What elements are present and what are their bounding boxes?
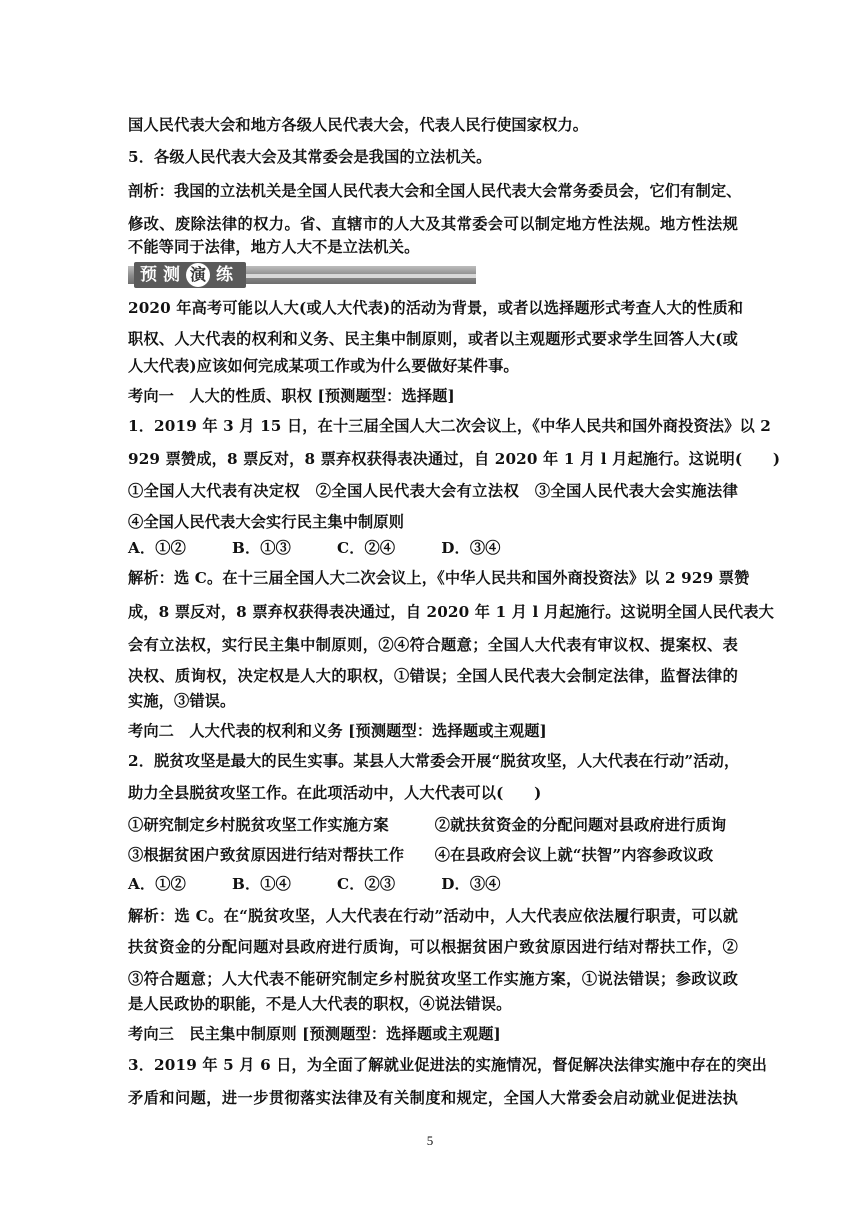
text-line: 助力全县脱贫攻坚工作。在此项活动中，人大代表可以( )	[128, 784, 542, 802]
text-line: 不能等同于法律，地方人大不是立法机关。	[128, 238, 420, 256]
text-line: 扶贫资金的分配问题对县政府进行质询，可以根据贫困户致贫原因进行结对帮扶工作，②	[128, 938, 738, 956]
text-line: 决权、质询权，决定权是人大的职权，①错误；全国人民代表大会制定法律，监督法律的	[128, 667, 738, 685]
text-line: 3．2019 年 5 月 6 日，为全面了解就业促进法的实施情况，督促解决法律实施中存在的突出	[128, 1056, 768, 1074]
banner-char: 练	[216, 265, 233, 285]
page-number: 5	[426, 1133, 434, 1148]
banner-char: 测	[163, 265, 180, 285]
text-line: 解析：选 C。在“脱贫攻坚，人大代表在行动”活动中，人大代表应依法履行职责，可以就	[128, 907, 738, 925]
text-line: 成，8 票反对，8 票弃权获得表决通过，自 2020 年 1 月 l 月起施行。这说明全国人民代表大	[128, 603, 774, 621]
text-line: 929 票赞成，8 票反对，8 票弃权获得表决通过，自 2020 年 1 月 l 月起施行。这说明( )	[128, 450, 781, 468]
text-line: 矛盾和问题，进一步贯彻落实法律及有关制度和规定，全国人大常委会启动就业促进法执	[128, 1089, 738, 1107]
heading-line: 考向三 民主集中制原则 [预测题型：选择题或主观题]	[128, 1025, 501, 1043]
text-line: ①全国人大代表有决定权 ②全国人民代表大会有立法权 ③全国人民代表大会实施法律	[128, 482, 738, 500]
text-line: ③根据贫困户致贫原因进行结对帮扶工作 ④在县政府会议上就“扶智”内容参政议政	[128, 846, 714, 864]
text-line: ④全国人民代表大会实行民主集中制原则	[128, 513, 405, 531]
options-line: A．①② B．①③ C．②④ D．③④	[128, 539, 501, 557]
options-line: A．①② B．①④ C．②③ D．③④	[128, 875, 501, 893]
banner-circle	[186, 263, 210, 287]
text-line: 会有立法权，实行民主集中制原则，②④符合题意；全国人大代表有审议权、提案权、表	[128, 636, 738, 654]
text-line: 1．2019 年 3 月 15 日，在十三届全国人大二次会议上，《中华人民共和国外商投资法》以 2	[128, 417, 771, 435]
banner-char: 演	[189, 265, 206, 284]
text-line: ③符合题意；人大代表不能研究制定乡村脱贫攻坚工作实施方案，①说法错误；参政议政	[128, 970, 738, 988]
banner-char: 预	[140, 265, 157, 285]
text-line: 是人民政协的职能，不是人大代表的职权，④说法错误。	[128, 995, 512, 1013]
heading-line: 考向一 人大的性质、职权 [预测题型：选择题]	[128, 387, 455, 405]
text-line: 5．各级人民代表大会及其常委会是我国的立法机关。	[128, 148, 492, 166]
text-line: 国人民代表大会和地方各级人民代表大会，代表人民行使国家权力。	[128, 116, 589, 134]
text-line: ①研究制定乡村脱贫攻坚工作实施方案 ②就扶贫资金的分配问题对县政府进行质询	[128, 816, 727, 834]
text-line: 剖析：我国的立法机关是全国人民代表大会和全国人民代表大会常务委员会，它们有制定、	[128, 182, 742, 200]
heading-line: 考向二 人大代表的权利和义务 [预测题型：选择题或主观题]	[128, 722, 547, 740]
text-line: 职权、人大代表的权利和义务、民主集中制原则，或者以主观题形式要求学生回答人大(或	[128, 330, 738, 348]
text-line: 人大代表)应该如何完成某项工作或为什么要做好某件事。	[128, 357, 519, 375]
text-line: 2．脱贫攻坚是最大的民生实事。某县人大常委会开展“脱贫攻坚，人大代表在行动”活动，	[128, 752, 740, 770]
text-line: 解析：选 C。在十三届全国人大二次会议上，《中华人民共和国外商投资法》以 2 929 票赞	[128, 569, 750, 587]
text-line: 实施，③错误。	[128, 692, 236, 710]
text-line: 修改、废除法律的权力。省、直辖市的人大及其常委会可以制定地方性法规。地方性法规	[128, 215, 738, 233]
section-banner	[128, 262, 476, 288]
text-line: 2020 年高考可能以人大(或人大代表)的活动为背景，或者以选择题形式考查人大的性质和	[128, 299, 744, 317]
